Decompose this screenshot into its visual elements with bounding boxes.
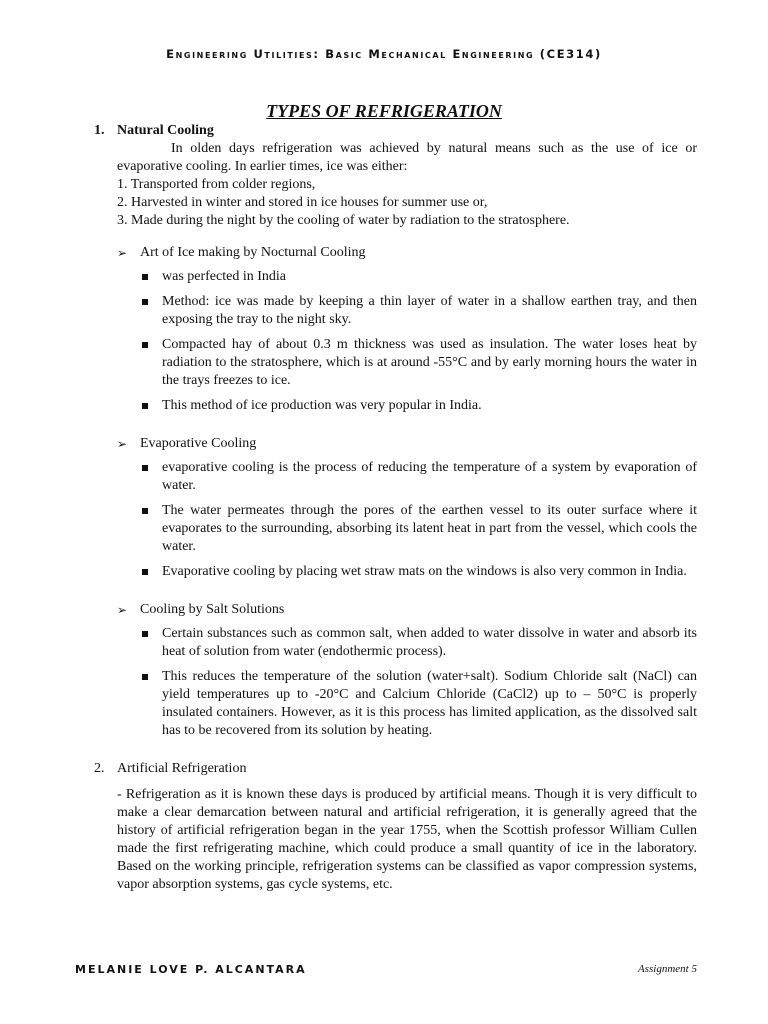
list-item: Certain substances such as common salt, when added to water dissolve in water and absorb its heat of solution from water (endothermic process).	[94, 625, 697, 661]
list-item: Compacted hay of about 0.3 m thickness was used as insulation. The water loses heat by radiation to the stratosphere, which is at around -55°C and by early morning hours the water in the trays freezes to ice.	[94, 336, 697, 390]
body-paragraph: - Refrigeration as it is known these days is produced by artificial means. Though it is very difficult to make a clear demarcation between natural and artificial refrigeration, it is generally agreed that the history of artificial refrigeration began in the year 1755, when the Scottish professor William Cullen made the first refrigerating machine, which could produce a small quantity of ice in the laboratory. Based on the working principle, refrigeration systems can be classified as vapor compression systems, vapor absorption systems, gas cycle systems, etc.	[117, 787, 697, 892]
section-heading: Artificial Refrigeration	[117, 761, 247, 776]
subsection-heading: Art of Ice making by Nocturnal Cooling	[140, 245, 366, 260]
subsection-heading: Cooling by Salt Solutions	[140, 602, 285, 617]
section-heading: Natural Cooling	[117, 123, 214, 138]
list-item: was perfected in India	[94, 268, 697, 286]
document-body	[94, 122, 697, 894]
bullet-list	[94, 625, 697, 740]
square-bullet-icon	[142, 674, 148, 680]
square-bullet-icon	[142, 569, 148, 575]
subsection-heading: Evaporative Cooling	[140, 436, 257, 451]
list-item: This method of ice production was very popular in India.	[94, 397, 697, 415]
list-item: evaporative cooling is the process of reducing the temperature of a system by evaporation of water.	[94, 459, 697, 495]
square-bullet-icon	[142, 299, 148, 305]
arrow-bullet-icon: ➢	[117, 603, 128, 617]
section-artificial-refrigeration	[94, 760, 697, 894]
section-number: 2.	[94, 761, 105, 776]
list-item: Evaporative cooling by placing wet straw mats on the windows is also very common in India.	[94, 563, 697, 581]
square-bullet-icon	[142, 342, 148, 348]
list-line: 2. Harvested in winter and stored in ice houses for summer use or,	[117, 195, 488, 210]
author-name: MELANIE LOVE P. ALCANTARA	[75, 963, 307, 976]
square-bullet-icon	[142, 274, 148, 280]
list-line: 3. Made during the night by the cooling of water by radiation to the stratosphere.	[117, 213, 570, 228]
assignment-label: Assignment 5	[638, 963, 697, 975]
section-number: 1.	[94, 123, 105, 138]
bullet-list	[94, 459, 697, 581]
arrow-bullet-icon: ➢	[117, 437, 128, 451]
course-header: Engineering Utilities: Basic Mechanical Engineering (CE314)	[166, 47, 602, 61]
list-item: This reduces the temperature of the solution (water+salt). Sodium Chloride salt (NaCl) can yield temperatures up to -20°C and Calcium Chloride (CaCl2) up to – 50°C is properly insulated containers. However, as it is this process has limited application, as the dissolved salt has to be recovered from its solution by heating.	[94, 668, 697, 740]
page-title: TYPES OF REFRIGERATION	[266, 101, 502, 121]
intro-paragraph: In olden days refrigeration was achieved by natural means such as the use of ice or evaporative cooling. In earlier times, ice was either:	[117, 141, 697, 174]
list-item: The water permeates through the pores of the earthen vessel to its outer surface where it evaporates to the surrounding, absorbing its latent heat in part from the vessel, which cools the water.	[94, 502, 697, 556]
square-bullet-icon	[142, 631, 148, 637]
section-natural-cooling	[94, 122, 697, 740]
list-line: 1. Transported from colder regions,	[117, 177, 316, 192]
subsection-salt-solutions	[94, 601, 697, 619]
square-bullet-icon	[142, 508, 148, 514]
bullet-list	[94, 268, 697, 415]
square-bullet-icon	[142, 465, 148, 471]
arrow-bullet-icon: ➢	[117, 246, 128, 260]
square-bullet-icon	[142, 403, 148, 409]
subsection-nocturnal-cooling	[94, 244, 697, 262]
list-item: Method: ice was made by keeping a thin layer of water in a shallow earthen tray, and then exposing the tray to the night sky.	[94, 293, 697, 329]
subsection-evaporative-cooling	[94, 435, 697, 453]
